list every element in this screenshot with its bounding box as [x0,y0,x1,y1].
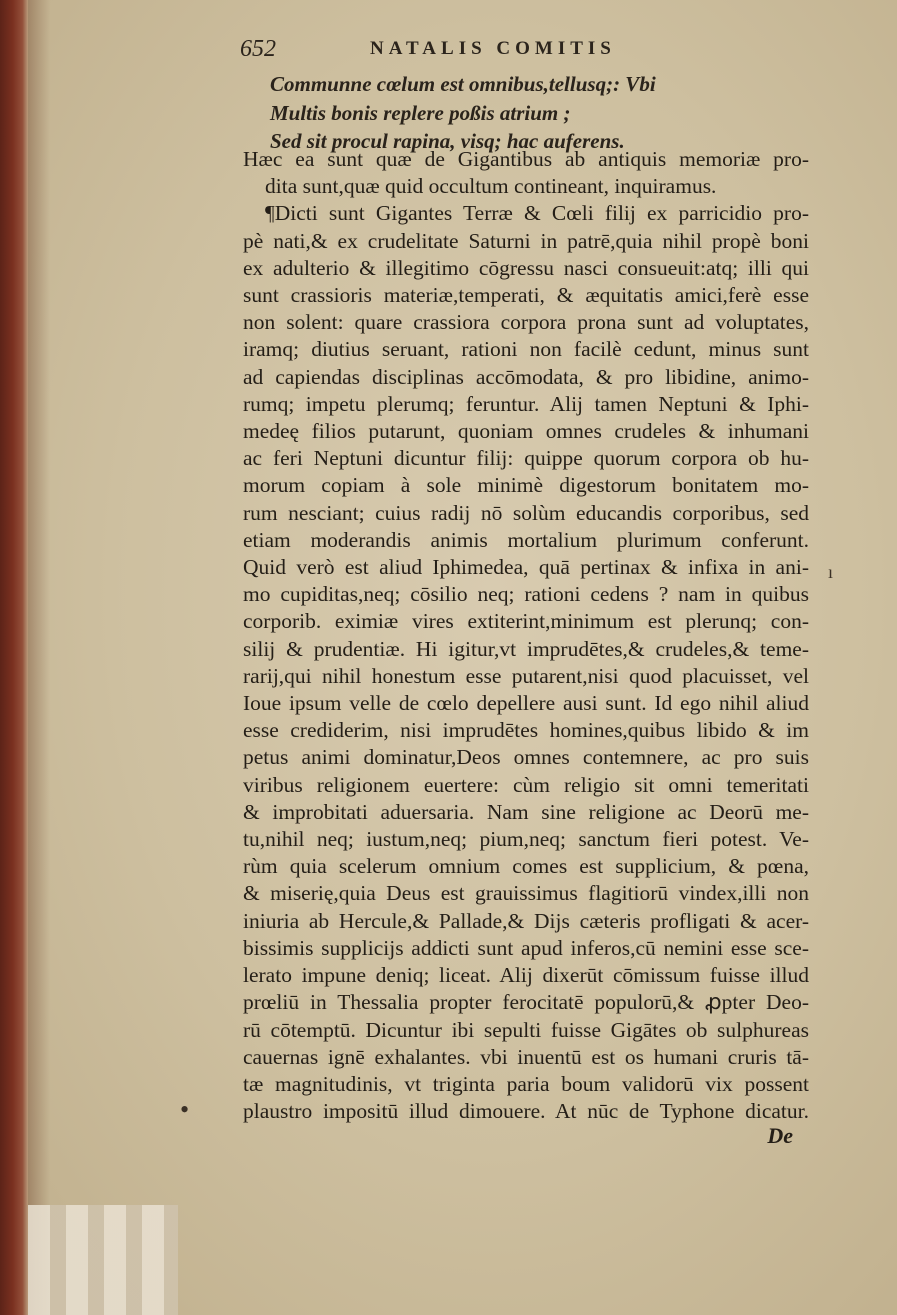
text-line: rum nesciant; cuius radij nō solùm educandis corporibus, sed [243,500,809,525]
text-line: iniuria ab Hercule,& Pallade,& Dijs cæteris profligati & acer- [243,908,809,933]
scan-color-stripes [28,1205,178,1315]
text-line: Hæc ea sunt quæ de Gigantibus ab antiquis memoriæ pro- [243,147,809,171]
text-line: Quid verò est aliud Iphimedea, quā pertinax & infixa in ani- [243,555,809,580]
page-header [240,36,720,66]
verse-line: Communne cœlum est omnibus,tellusq;: Vbi [270,72,656,96]
text-line: rū cōtemptū. Dicuntur ibi sepulti fuisse Gigātes ob sulphureas [243,1017,809,1042]
text-line: pè nati,& ex crudelitate Saturni in patrē,quia nihil propè boni [243,228,809,253]
text-line: sunt crassioris materiæ,temperati, & æquitatis amici,ferè esse [243,283,809,308]
text-line: Ioue ipsum velle de cœlo depellere ausi sunt. Id ego nihil aliud [243,691,809,716]
text-line: mo cupiditas,neq; cōsilio neq; rationi cedens ? nam in quibus [243,582,809,607]
text-line: silij & prudentiæ. Hi igitur,vt imprudētes,& crudeles,& teme- [243,636,809,661]
margin-mark: ı [828,562,834,582]
text-line: ad capiendas disciplinas accōmodata, & pro libidine, animo- [243,364,809,389]
verse-block [270,70,790,156]
text-line: plaustro impositū illud dimouere. At nūc de Typhone dicatur. [243,1099,809,1124]
margin-bullet: • [180,1095,190,1124]
text-line: rùm quia scelerum omnium comes est supplicium, & pœna, [243,854,809,879]
text-line: ¶Dicti sunt Gigantes Terræ & Cœli filij ex parricidio pro- [265,201,809,226]
text-line: ac feri Neptuni dicuntur filij: quippe quorum corpora ob hu- [243,446,809,471]
text-line: tæ magnitudinis, vt triginta paria boum validorū vix possent [243,1071,809,1096]
text-line: & miserię,quia Deus est grauissimus flagitiorū vindex,illi non [243,881,809,906]
text-line: corporib. eximiæ vires extiterint,minimum est plerunq; con- [243,609,809,634]
text-line: petus animi dominatur,Deos omnes contemnere, ac pro suis [243,745,809,770]
text-line: etiam moderandis animis mortalium plurimum conferunt. [243,527,809,552]
running-title: NATALIS COMITIS [370,38,616,59]
body-text [243,146,809,1125]
catchword: De [767,1123,793,1148]
text-line: non solent: quare crassiora corpora prona sunt ad voluptates, [243,310,809,335]
text-line: bissimis supplicijs addicti sunt apud inferos,cū nemini esse sce- [243,935,809,960]
text-line: esse crediderim, nisi imprudētes homines,quibus libido & im [243,718,809,743]
text-line: & improbitati aduersaria. Nam sine religione ac Deorū me- [243,799,809,824]
spine-shadow [28,0,50,1315]
verse-line: Sed sit procul rapina, visq; hac auferens. [270,129,625,153]
text-line: rarij,qui nihil honestum esse putarent,nisi quod placuisset, vel [243,663,809,688]
verse-line: Multis bonis replere poßis atrium ; [270,100,571,125]
text-line: lerato impune deniq; liceat. Alij dixerūt cōmissum fuisse illud [243,963,809,988]
page-number: 652 [240,36,276,62]
book-spine [0,0,28,1315]
text-line: dita sunt,quæ quid occultum contineant, inquiramus. [265,174,717,199]
text-line: iramq; diutius seruant, rationi non facilè cedunt, minus sunt [243,337,809,362]
text-line: medeę filios putarunt, quoniam omnes crudeles & inhumani [243,419,809,444]
text-line: cauernas ignē exhalantes. vbi inuentū est os humani cruris tā- [243,1044,809,1069]
text-line: prœliū in Thessalia propter ferocitatē populorū,& ꝓpter Deo- [243,990,809,1015]
text-line: rumq; impetu plerumq; feruntur. Alij tamen Neptuni & Iphi- [243,391,809,416]
text-line: viribus religionem euertere: cùm religio sit omni temeritati [243,772,809,797]
text-line: tu,nihil neq; iustum,neq; pium,neq; sanctum fieri potest. Ve- [243,827,809,852]
text-line: morum copiam à sole minimè digestorum bonitatem mo- [243,473,809,498]
text-line: ex adulterio & illegitimo cōgressu nasci consueuit:atq; illi qui [243,255,809,280]
